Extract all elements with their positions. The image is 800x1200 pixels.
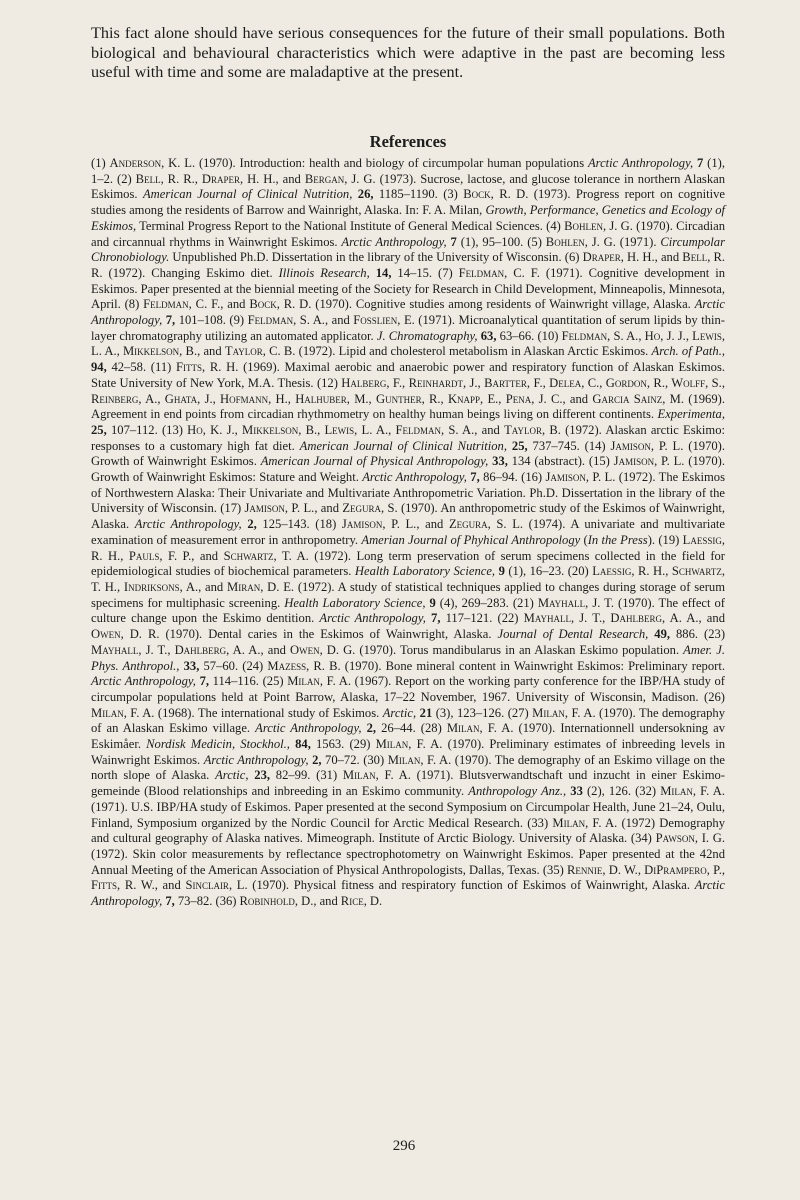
reference-author: Mazess, R. B. [267, 658, 341, 673]
reference-text: (1972) Demography and cultural geography of Alaska natives. Mimeograph. Institute of Arctic Biology. University of Alaska. [91, 815, 726, 846]
reference-volume: 9 [498, 564, 505, 579]
reference-text: 1563. [310, 737, 350, 752]
reference-text: 57–60. [199, 658, 243, 673]
reference-journal: Arctic, [382, 705, 417, 720]
reference-text: 107–112. [106, 422, 162, 437]
reference-text: and [317, 501, 343, 516]
reference-text: (1969). Maximal aerobic and anaerobic power and respiratory function of Alaskan Eskimos. State University of New York, M.A. Thesis. [91, 360, 726, 390]
reference-text: ( [580, 532, 588, 547]
reference-author: Mayhall, J. T. [537, 595, 615, 610]
reference-volume: 94, [91, 360, 107, 375]
reference-journal: Amerian Journal of Phyhical Anthropology [361, 532, 581, 547]
reference-text: and [565, 391, 593, 406]
reference-text: (1970). Torus mandibularus in an Alaskan Eskimo population. [355, 642, 684, 657]
reference-text: (34) [630, 831, 656, 846]
reference-text: (10) [537, 328, 562, 343]
reference-text: (1972). Long term preservation of serum specimens collected in the field for epidemiological studies of biochemical parameters. [91, 548, 725, 579]
reference-author: Anderson, K. L. [109, 156, 196, 170]
reference-author: Draper, H. H., [582, 250, 658, 265]
reference-author: Taylor, C. B. [224, 344, 296, 359]
reference-text: (1972). Skin color measurements by reflectance spectrophotometry on Wainwright Eskimos. Paper presented at the 42nd Annual Meeting of the American Association of Physical Anthropologists, Dallas, Texas. [91, 846, 725, 877]
reference-author: Milan, F. A. [532, 705, 596, 720]
reference-author: Milan, F. A. [660, 784, 725, 799]
reference-author: Laessig, R. H., Schwartz, T. H., Indriksons, A., [91, 564, 725, 594]
reference-text: (1967). Report on the working party conference for the IBP/HA study of circumpolar populations held at Point Barrow, Alaska, 17–22 November, 1967. University of Wisconsin, Madison. [91, 674, 725, 704]
reference-journal: J. Chromatography, [376, 328, 478, 343]
reference-journal: American Journal of Physical Anthropology, [260, 454, 489, 469]
reference-volume: 2, [247, 517, 257, 532]
references-list [91, 156, 725, 910]
reference-text: 63–66. [496, 328, 538, 343]
reference-text: 101–108. [175, 313, 230, 328]
reference-journal: Arctic Anthropology, [91, 674, 196, 689]
reference-volume: 7, [470, 470, 480, 485]
reference-text: 26–44. [376, 721, 421, 736]
reference-text: 886. [670, 627, 705, 642]
reference-text: (1971). Cognitive development in Eskimos. Paper presented at the biennial meeting of the Society for Research in Child Development, Minneapolis, Minnesota, April. [91, 265, 726, 312]
reference-author: Laessig, R. H., Pauls, F. P., [91, 532, 725, 563]
reference-text: (1970). The effect of culture change upon the Eskimo dentition. [91, 595, 725, 626]
reference-text: (18) [315, 517, 342, 532]
reference-author: Zegura, S. [342, 501, 398, 516]
reference-volume: 7 [697, 156, 704, 170]
reference-author: Sinclair, L. [185, 878, 248, 893]
reference-author: Zegura, S. L. [448, 517, 524, 532]
reference-text: (2) [117, 171, 136, 186]
reference-author: Bohlen, J. G. [545, 234, 616, 249]
reference-volume: 25, [511, 438, 528, 453]
reference-volume: 7 [450, 234, 457, 249]
reference-journal: Experimenta, [657, 407, 725, 422]
reference-text: 1185–1190. [373, 187, 444, 202]
reference-volume: 7, [199, 674, 210, 689]
reference-volume: 63, [480, 328, 497, 343]
reference-text: (31) [316, 768, 343, 783]
reference-journal: Arctic Anthropology, [203, 752, 309, 767]
reference-journal: Health Laboratory Science, [284, 595, 426, 610]
reference-text: (1970). An anthropometric study of the Eskimos of Wainwright, Alaska. [91, 501, 726, 532]
reference-text: (29) [349, 737, 376, 752]
reference-author: Bell, R. R. [91, 250, 726, 280]
reference-text: (1), 95–100. [456, 234, 528, 249]
reference-author: Milan, F. A. [446, 721, 514, 736]
reference-journal: Arctic, [215, 768, 249, 783]
reference-journal: American Journal of Clinical Nutrition, [299, 438, 508, 453]
reference-text: (1), 1–2. [91, 156, 725, 186]
reference-author: Feldman, S. A., [247, 313, 329, 328]
reference-entry [216, 894, 383, 908]
reference-text: (4) [546, 218, 565, 233]
reference-journal: Nordisk Medicin, Stockhol., [146, 737, 290, 752]
reference-text: (1972). Changing Eskimo diet. [102, 265, 279, 280]
reference-volume: 25, [91, 422, 107, 437]
reference-author: Bell, R. R., Draper, H. H., [135, 171, 279, 186]
reference-text: (30) [363, 752, 388, 767]
reference-text: (1972). The Eskimos of Northwestern Alaska: Their Univariate and Multivariate Anthropometric Variation. Ph.D. Dissertation in the library of the University of Wisconsin. [91, 470, 725, 516]
reference-text: and [278, 171, 305, 186]
reference-text: (35) [542, 862, 568, 877]
reference-author: Feldman, C. F. [458, 265, 540, 280]
reference-text: 114–116. [209, 674, 263, 689]
reference-text: and [223, 297, 250, 312]
reference-text: (1969). Agreement in end points from circadian rhythmometry on healthy human beings living on different continents. [91, 391, 725, 422]
reference-journal: Growth, Performance, Genetics and Ecology of Eskimos, [91, 203, 725, 233]
references-heading: References [369, 132, 447, 151]
reference-author: Mayhall, J. T., Dahlberg, A. A., [91, 642, 264, 657]
reference-author: Robinhold, D., [239, 894, 317, 909]
reference-volume: 7, [431, 611, 441, 626]
reference-author: Rice, D. [340, 894, 383, 909]
reference-journal: Arch. of Path., [651, 344, 725, 359]
reference-text: (1970). The demography of an Eskimo village on the north slope of Alaska. [91, 752, 725, 783]
reference-journal: Circumpolar Chronobiology. [91, 234, 725, 265]
reference-text: (33) [527, 815, 553, 830]
reference-text: 42–58. [106, 360, 151, 375]
reference-text: Unpublished Ph.D. Dissertation in the library of the University of Wisconsin. [169, 250, 565, 265]
reference-author: Miran, D. E. [227, 579, 295, 594]
reference-text: (1972). Lipid and cholesterol metabolism in Alaskan Arctic Eskimos. [295, 344, 652, 359]
reference-journal: Arctic Anthropology, [319, 611, 426, 626]
reference-text: (19) [658, 532, 683, 547]
reference-text: and [701, 611, 725, 626]
reference-text: 73–82. [174, 894, 216, 909]
reference-author: Milan, F. A. [375, 737, 443, 752]
reference-text: (2), 126. [582, 784, 636, 799]
reference-text: and [477, 422, 505, 437]
reference-text: and [200, 344, 225, 359]
reference-text: Terminal Progress Report to the National Institute of General Medical Sciences. [136, 218, 547, 233]
reference-author: Jamison, P. L., [244, 501, 318, 516]
reference-text: (9) [229, 313, 248, 328]
reference-text: and [157, 878, 186, 893]
reference-text: (1970). Physical fitness and respiratory function of Eskimos of Wainwright, Alaska. [247, 878, 695, 893]
page-number: 296 [392, 1138, 416, 1154]
reference-volume: 21 [419, 705, 433, 720]
reference-text: and [419, 517, 449, 532]
reference-text: 82–99. [270, 768, 317, 783]
reference-text: (6) [564, 250, 583, 265]
reference-volume: 84, [295, 737, 311, 752]
reference-text: (1968). The international study of Eskimos. [154, 705, 383, 720]
reference-author: Jamison, P. L. [613, 454, 685, 469]
reference-text: (7) [438, 265, 459, 280]
reference-journal: Illinois Research, [278, 265, 370, 280]
reference-author: Jamison, P. L., [341, 517, 420, 532]
reference-text: (14) [584, 438, 611, 453]
reference-text: and [316, 894, 341, 909]
reference-text: (4), 269–283. [435, 595, 513, 610]
reference-volume: 7, [165, 894, 175, 909]
reference-text: and [263, 642, 290, 657]
reference-text: (5) [527, 234, 546, 249]
reference-text: 14–15. [391, 265, 439, 280]
reference-text: (1970). Circadian and circannual rhythms in Wainwright Eskimos. [91, 218, 726, 249]
reference-author: Milan, F. A. [287, 674, 351, 689]
reference-author: Fosslien, E. [353, 313, 415, 328]
reference-volume: 9 [429, 595, 436, 610]
reference-text: (28) [420, 721, 447, 736]
reference-text: (27) [507, 705, 533, 720]
reference-text: ). [647, 532, 659, 547]
reference-volume: 33 [570, 784, 583, 799]
reference-author: Fitts, R. H. [176, 360, 239, 375]
intro-paragraph: This fact alone should have serious consequences for the future of their small populations. Both biological and behavioural characteristics which were adaptive in the past are becoming less useful with time and some are maladaptive at the present. [91, 24, 725, 81]
reference-text: (25) [262, 674, 288, 689]
reference-text: (13) [161, 422, 188, 437]
reference-text: (17) [220, 501, 245, 516]
reference-text: 737–745. [527, 438, 585, 453]
reference-text: (1970). Growth of Wainwright Eskimos: Stature and Weight. [91, 454, 725, 485]
reference-text: (21) [512, 595, 538, 610]
reference-journal: Arctic Anthropology, [134, 517, 242, 532]
reference-author: Milan, F. A. [91, 705, 155, 720]
reference-text: (23) [704, 627, 726, 642]
reference-text: (1972). Alaskan arctic Eskimo: responses to a customary high fat diet. [91, 422, 725, 453]
reference-journal: Arctic Anthropology, [362, 470, 467, 485]
reference-text: (1970). Introduction: health and biology of circumpolar human populations [195, 156, 588, 170]
reference-author: Pawson, I. G. [655, 831, 725, 846]
reference-author: Taylor, B. [504, 422, 561, 437]
reference-volume: 23, [254, 768, 271, 783]
reference-text: (3) [443, 187, 464, 202]
reference-text: (3), 123–126. [432, 705, 508, 720]
reference-text: (1970). The demography of an Alaskan Eskimo village. [91, 705, 725, 736]
reference-text: (22) [497, 611, 524, 626]
reference-text: (1970). Bone mineral content in Wainwright Eskimos: Preliminary report. [340, 658, 725, 673]
reference-text: (11) [150, 360, 177, 375]
reference-volume: 49, [654, 627, 671, 642]
reference-text: 86–94. [479, 470, 522, 485]
reference-text: (1), 16–23. [504, 564, 568, 579]
reference-text: (1972). A study of statistical techniques applied to changes during storage of serum specimens for multiphasic screening. [91, 579, 726, 610]
reference-text: (15) [588, 454, 614, 469]
reference-journal: Arctic Anthropology, [587, 156, 694, 170]
reference-author: Feldman, S. A., Ho, J. J., Lewis, L. A., Mikkelson, B., [91, 328, 725, 359]
reference-volume: 14, [375, 265, 392, 280]
reference-text: 70–72. [321, 752, 364, 767]
reference-journal: American Journal of Clinical Nutrition, [142, 187, 353, 202]
reference-text: 125–143. [256, 517, 316, 532]
reference-author: Rennie, D. W., DiPrampero, P., Fitts, R. W., [91, 862, 725, 893]
reference-author: Milan, F. A. [552, 815, 618, 830]
reference-volume: 2, [366, 721, 377, 736]
reference-text: (1970). Cognitive studies among residents of Wainwright village, Alaska. [311, 297, 695, 312]
reference-journal: Arctic Anthropology, [91, 878, 725, 909]
reference-text: (8) [124, 297, 144, 312]
reference-text: (1970). Preliminary estimates of inbreeding levels in Wainwright Eskimos. [91, 737, 725, 767]
reference-text: 134 (abstract). [507, 454, 589, 469]
reference-volume: 26, [357, 187, 374, 202]
reference-author: Bock, R. D. [249, 297, 312, 312]
reference-author: Milan, F. A. [342, 768, 411, 783]
reference-journal: Anthropology Anz., [468, 784, 567, 799]
reference-text: 117–121. [440, 611, 498, 626]
reference-author: Ho, K. J., Mikkelson, B., Lewis, L. A., Feldman, S. A., [187, 422, 478, 437]
reference-author: Feldman, C. F., [143, 297, 224, 312]
reference-text: (24) [242, 658, 268, 673]
reference-journal: Journal of Dental Research, [497, 627, 649, 642]
reference-volume: 33, [183, 658, 200, 673]
reference-text: and [201, 579, 228, 594]
reference-text: (1970). Internationnell undersokning av Eskimåer. [91, 721, 726, 752]
reference-text: (20) [567, 564, 593, 579]
reference-text: (36) [215, 894, 240, 909]
reference-text: (1970). Dental caries in the Eskimos of Wainwright, Alaska. [159, 627, 498, 642]
reference-text: (1974). A univariate and multivariate examination of measurement error in anthropometry. [91, 517, 726, 547]
reference-author: Owen, D. R. [91, 627, 160, 642]
reference-text: (32) [635, 784, 661, 799]
reference-author: Jamison, P. L. [545, 470, 616, 485]
reference-text: (1970). Growth of Wainwright Eskimos. [91, 438, 726, 469]
reference-journal: In the Press [587, 532, 648, 547]
reference-author: Bohlen, J. G. [564, 218, 633, 233]
reference-volume: 2, [312, 752, 322, 767]
reference-author: Milan, F. A. [387, 752, 452, 767]
reference-author: Schwartz, T. A. [223, 548, 309, 563]
reference-author: Garcia Sainz, M. [592, 391, 684, 406]
reference-author: Jamison, P. L. [610, 438, 684, 453]
reference-journal: Arctic Anthropology, [341, 234, 447, 249]
reference-text: (1973). Progress report on cognitive studies among the residents of Barrow and Wainright, Alaska. In: F. A. Milan, [91, 187, 725, 218]
reference-journal: Health Laboratory Science, [354, 564, 496, 579]
reference-journal: Arctic Anthropology, [91, 297, 726, 328]
reference-text: (1971). [615, 234, 661, 249]
reference-author: Owen, D. G. [289, 642, 356, 657]
reference-journal: Arctic Anthropology, [255, 721, 362, 736]
reference-text: (1973). Sucrose, lactose, and glucose tolerance in northern Alaskan Eskimos. [91, 171, 726, 202]
reference-text: (1971). Blutsverwandtschaft und inzucht in einer Eskimo-gemeinde (Blood relationships and inbreeding in an Eskimo community. [91, 768, 725, 799]
reference-text: (1971). Microanalytical quantitation of serum lipids by thin-layer chromatography utilizing an automated applicator. [91, 313, 726, 343]
reference-text: and [328, 313, 354, 328]
reference-text: (12) [316, 375, 342, 390]
reference-author: Mayhall, J. T., Dahlberg, A. A., [523, 611, 702, 626]
reference-text: (1) [91, 156, 110, 170]
reference-text: (16) [521, 470, 546, 485]
reference-journal: Amer. J. Phys. Anthropol., [91, 642, 725, 673]
reference-text: (26) [704, 689, 725, 704]
reference-text: and [657, 250, 683, 265]
reference-volume: 7, [165, 313, 176, 328]
reference-text: and [194, 548, 224, 563]
reference-author: Halberg, F., Reinhardt, J., Bartter, F., Delea, C., Gordon, R., Wolff, S., Reinberg, A., Ghata, J., Hofmann, H., Halhuber, M., Gunther, R., Knapp, E., Pena, J. C., [91, 375, 725, 406]
reference-text: (1971). U.S. IBP/HA study of Eskimos. Paper presented at the second Symposium on Circumpolar Health, June 21–24, Oulu, Finland, Symposium organized by the Nordic Council for Arctic Medical Research. [91, 799, 725, 830]
reference-author: Bock, R. D. [463, 187, 529, 202]
reference-volume: 33, [492, 454, 508, 469]
reference-author: Bergan, J. G. [304, 171, 376, 186]
